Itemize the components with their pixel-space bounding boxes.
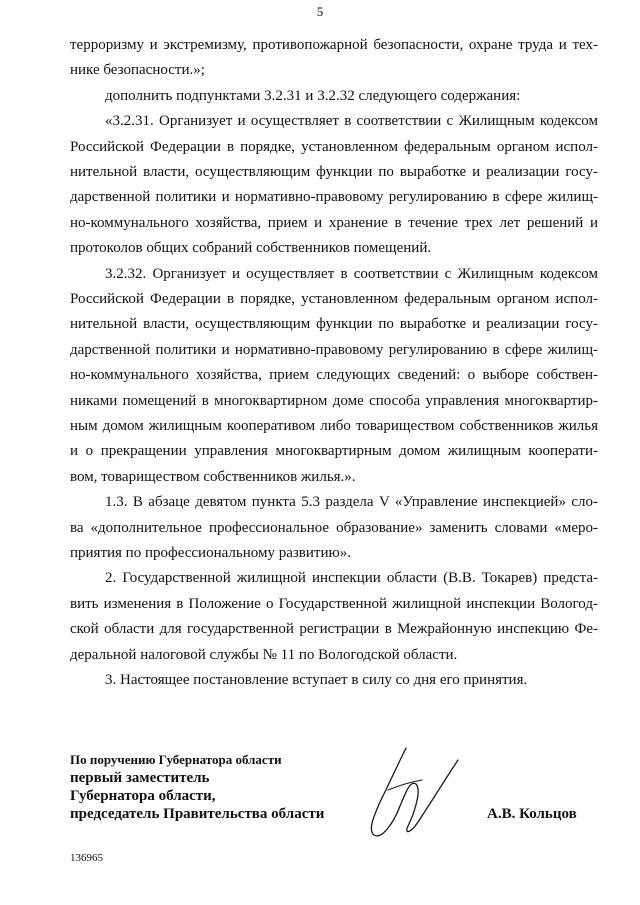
text-line: но-коммунального хозяйства, прием и хранение в течение трех лет решений и: [70, 214, 598, 231]
text-line: дарственной политики и нормативно-правовому регулированию в сфере жилищ-: [70, 341, 598, 358]
handwritten-signature: [358, 734, 478, 844]
text-line: 3. Настоящее постановление вступает в силу со дня его принятия.: [105, 672, 528, 688]
text-line: нике безопасности.»;: [70, 62, 205, 79]
text-line: протоколов общих собраний собственников помещений.: [70, 240, 432, 257]
text-line: 1.3. В абзаце девятом пункта 5.3 раздела V «Управление инспекцией» сло-: [105, 494, 598, 511]
text-line: вом, товариществом собственников жилья.».: [70, 468, 356, 485]
signature-authority-line: По поручению Губернатора области: [70, 752, 282, 767]
text-line: ва «дополнительное профессиональное образование» заменить словами «меро-: [70, 519, 598, 536]
text-line: ской области для государственной регистрации в Межрайонную инспекцию Фе-: [70, 621, 598, 638]
text-line: дарственной политики и нормативно-правовому регулированию в сфере жилищ-: [70, 189, 598, 206]
text-line: деральной налоговой службы № 11 по Вологодской области.: [70, 646, 458, 663]
text-line: «3.2.31. Организует и осуществляет в соответствии с Жилищным кодексом: [105, 113, 598, 130]
signatory-title-line-1: первый заместитель: [70, 770, 210, 786]
text-line: приятия по профессиональному развитию».: [70, 545, 351, 561]
signatory-name: А.В. Кольцов: [487, 806, 577, 822]
text-line: и о прекращении управления многоквартирным домом жилищным кооперати-: [70, 443, 598, 460]
text-line: нительной власти, осуществляющим функции по выработке и реализации госу-: [70, 164, 598, 180]
signatory-title-line-3: председатель Правительства области: [70, 806, 325, 822]
text-line: терроризму и экстремизму, противопожарной безопасности, охране труда и тех-: [70, 37, 598, 53]
signature-block: [70, 751, 324, 823]
document-number: 136965: [70, 852, 103, 864]
text-line: но-коммунального хозяйства, прием следующих сведений: о выборе собствен-: [70, 367, 598, 384]
text-line: Российской Федерации в порядке, установленном федеральным органом испол-: [70, 291, 598, 307]
text-line: дополнить подпунктами 3.2.31 и 3.2.32 следующего содержания:: [105, 87, 521, 104]
text-line: 2. Государственной жилищной инспекции области (В.В. Токарев) предста-: [105, 570, 598, 587]
text-line: никами помещений в многоквартирном доме способа управления многоквартир-: [70, 392, 598, 409]
text-line: Российской Федерации в порядке, установленном федеральным органом испол-: [70, 138, 598, 155]
text-line: ным домом жилищным кооперативом либо товариществом собственников жилья: [70, 418, 598, 434]
text-line: вить изменения в Положение о Государственной жилищной инспекции Вологод-: [70, 595, 598, 612]
text-line: нительной власти, осуществляющим функции по выработке и реализации госу-: [70, 316, 598, 333]
text-line: 3.2.32. Организует и осуществляет в соответствии с Жилищным кодексом: [105, 265, 598, 282]
signatory-title-line-2: Губернатора области,: [70, 788, 216, 804]
page-number: 5: [316, 4, 324, 19]
